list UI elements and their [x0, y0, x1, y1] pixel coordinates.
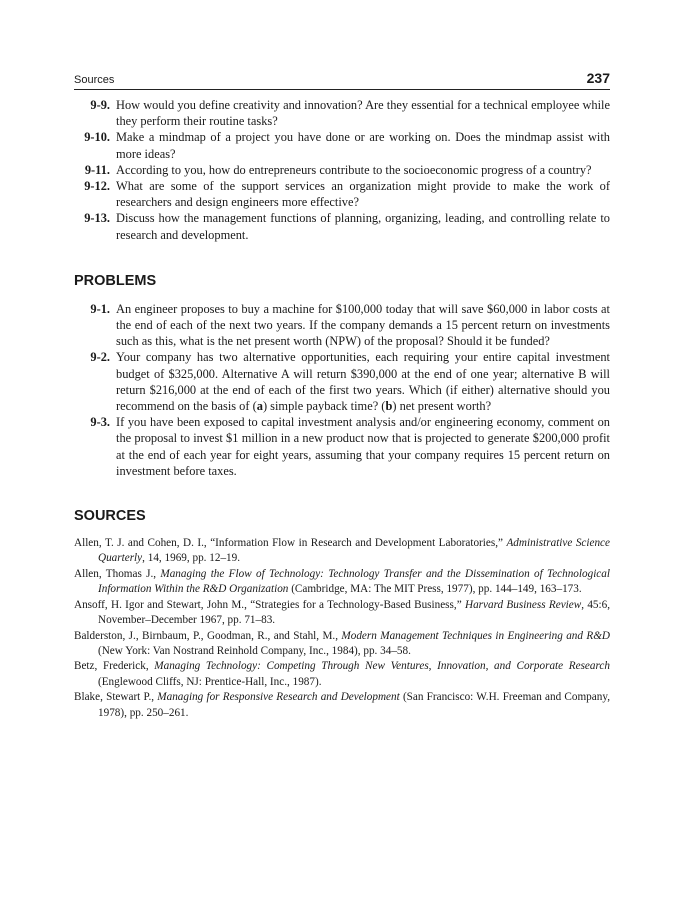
question-text: According to you, how do entrepreneurs contribute to the socioeconomic progress of a country?: [116, 162, 592, 177]
question-item: [74, 178, 610, 210]
question-number: 9-11.: [84, 162, 110, 177]
question-number: 9-10.: [84, 130, 110, 145]
problem-item: [74, 414, 610, 479]
reference-publication: Managing for Responsive Research and Development: [157, 691, 400, 704]
reference-authors: Allen, Thomas J.,: [74, 567, 161, 580]
problem-text: If you have been exposed to capital investment analysis and/or engineering economy, comment on the proposal to invest $1 million in a new product now that is projected to generate $200,000 profit at the end of each year for eight years, assuming that your company requires 15 percent return on investment before taxes.: [116, 415, 610, 478]
question-number: 9-9.: [90, 98, 110, 112]
question-number: 9-12.: [84, 179, 110, 194]
reference-publication: Administrative Science Quarterly: [98, 537, 610, 565]
problem-number: 9-3.: [90, 415, 110, 430]
question-item: [74, 129, 610, 161]
sources-heading: SOURCES: [74, 508, 146, 525]
problem-option-label: b: [385, 399, 393, 414]
running-head-title: Sources: [74, 74, 115, 86]
problem-option-label: a: [256, 399, 263, 414]
review-questions: [74, 97, 610, 243]
problem-text-part: ) net present worth?: [392, 399, 492, 414]
problem-text: An engineer proposes to buy a machine for $100,000 today that will save $60,000 in labor costs at the end of each of the next two years. If the company demands a 15 percent return on investments such as this, what is the net present worth (NPW) of the proposal? Should it be funded?: [116, 301, 610, 349]
problem-item: [74, 301, 610, 350]
reference-entry: [74, 536, 610, 567]
reference-publication: Harvard Business Review: [464, 598, 582, 611]
reference-entry: [74, 659, 610, 690]
page: [74, 70, 610, 721]
reference-authors: Ansoff, H. Igor and Stewart, John M., “Strategies for a Technology-Based Business,”: [74, 598, 465, 611]
reference-details: , 45:6, November–December 1967, pp. 71–83.: [98, 598, 611, 627]
question-text: What are some of the support services an organization might provide to make the work of researchers and design engineers more effective?: [116, 179, 610, 210]
reference-authors: Balderston, J., Birnbaum, P., Goodman, R., and Stahl, M.,: [74, 629, 342, 642]
page-number: 237: [586, 70, 610, 86]
references-list: [74, 536, 610, 721]
question-number: 9-13.: [84, 211, 110, 226]
problem-item: [74, 349, 610, 414]
problem-text-part: Your company has two alternative opportunities, each requiring your entire capital investment budget of $325,000. Alternative A will return $390,000 at the end of one year; alternative B will return $216,000 at the end of each of the first two years. Which (if either) alternative should you recommend on the basis of (: [116, 350, 610, 414]
problems-heading: PROBLEMS: [74, 272, 157, 289]
reference-entry: [74, 598, 610, 629]
reference-entry: [74, 690, 610, 721]
question-text: Make a mindmap of a project you have done or are working on. Does the mindmap assist with more ideas?: [116, 130, 610, 161]
reference-authors: Blake, Stewart P.,: [74, 691, 158, 704]
reference-publication: Managing Technology: Competing Through New Ventures, Innovation, and Corporate Research: [154, 660, 610, 673]
problem-text: [116, 349, 610, 414]
reference-details: (New York: Van Nostrand Reinhold Company, Inc., 1984), pp. 34–58.: [98, 644, 411, 657]
reference-details: (Englewood Cliffs, NJ: Prentice-Hall, Inc., 1987).: [98, 675, 322, 688]
reference-authors: Allen, T. J. and Cohen, D. I., “Information Flow in Research and Development Laboratories,”: [74, 537, 507, 550]
reference-publication: Managing the Flow of Technology: Technology Transfer and the Dissemination of Technological Information Within the R&D Organization: [98, 567, 610, 596]
reference-publication: Modern Management Techniques in Engineering and R&D: [341, 629, 610, 642]
question-item: [74, 97, 610, 129]
question-item: [74, 210, 610, 242]
reference-details: (Cambridge, MA: The MIT Press, 1977), pp. 144–149, 163–173.: [288, 583, 582, 596]
running-header: [74, 70, 610, 90]
reference-details: (San Francisco: W.H. Freeman and Company, 1978), pp. 250–261.: [98, 691, 610, 719]
reference-details: , 14, 1969, pp. 12–19.: [142, 552, 241, 565]
reference-entry: [74, 629, 610, 660]
problems-list: [74, 301, 610, 479]
reference-entry: [74, 567, 610, 598]
question-text: How would you define creativity and innovation? Are they essential for a technical employee while they perform their routine tasks?: [116, 98, 610, 129]
question-text: Discuss how the management functions of planning, organizing, leading, and controlling relate to research and development.: [116, 211, 610, 242]
problem-number: 9-1.: [90, 301, 110, 316]
problem-number: 9-2.: [90, 350, 110, 365]
question-item: [74, 162, 610, 178]
problem-text-part: ) simple payback time? (: [262, 399, 386, 414]
reference-authors: Betz, Frederick,: [74, 660, 155, 673]
